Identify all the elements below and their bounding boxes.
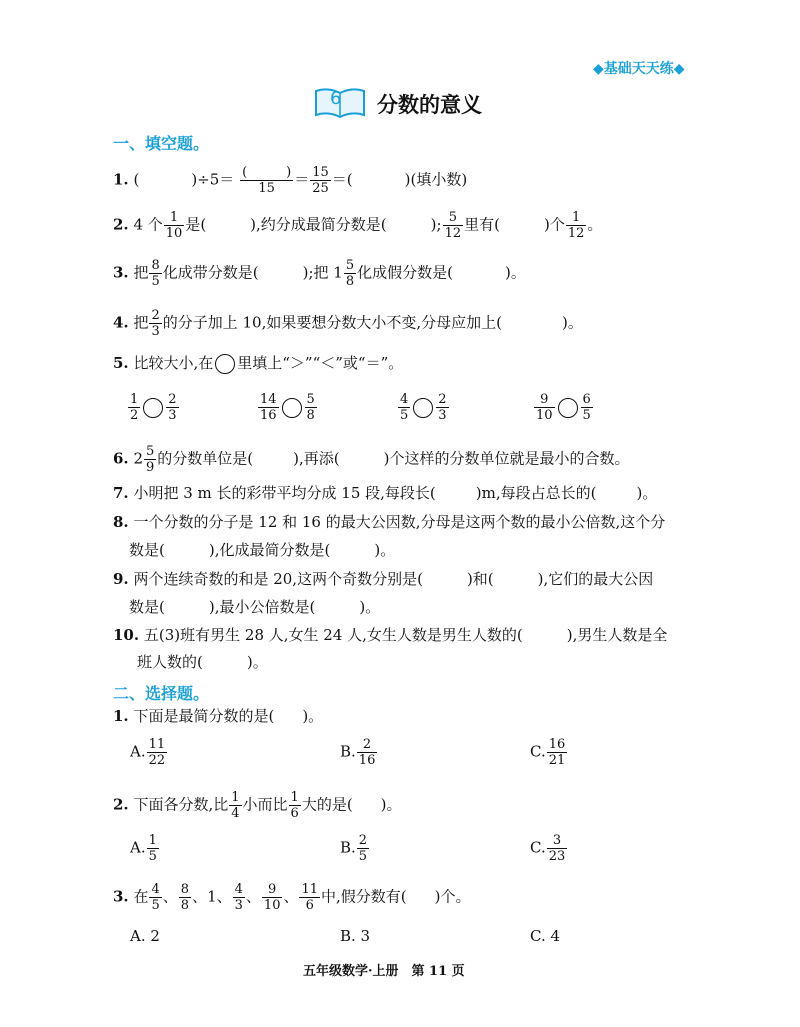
practice-tag: ◆基础天天练◆ — [593, 61, 685, 77]
question-6: 6. 2 $\frac{5}{9}$ 的分数单位是( ),再添( )个这样的分数单位就是最小的合数。 — [113, 444, 630, 475]
question-9-line-2: 数是( ),最小公倍数是( )。 — [129, 598, 381, 616]
option-c[interactable]: C. 4 — [530, 927, 561, 945]
compare-pair: $\frac{14}{16}$ $\frac{5}{8}$ — [260, 392, 315, 423]
section-fill-blank-heading: 一、填空题。 — [113, 134, 210, 153]
fraction: $\frac{2}{3}$ — [151, 308, 160, 339]
compare-pair: $\frac{4}{5}$ $\frac{2}{3}$ — [400, 392, 447, 423]
lesson-number: 6 — [330, 88, 342, 109]
compare-pair: $\frac{9}{10}$ $\frac{6}{5}$ — [536, 392, 591, 423]
option-c[interactable]: C. $\frac{3}{23}$ — [530, 833, 566, 864]
question-10-line-2: 班人数的( )。 — [137, 653, 268, 671]
question-1: 1. ( )÷5＝ ( ) 15 ＝ $\frac{15}{25}$ ＝( )(填小数) — [113, 165, 468, 196]
choice-question-3: 3. 在 $\frac{4}{5}$ 、 $\frac{8}{8}$ 、1、 $\frac{4}{3}$ 、 $\frac{9}{10}$ 、 $\frac{11}{6}$ 中,假分数有( )个。 — [113, 882, 471, 913]
question-2: 2. 4 个 $\frac{1}{10}$ 是( ),约分成最简分数是( ); $\frac{5}{12}$ 里有( )个 $\frac{1}{12}$ 。 — [113, 210, 603, 241]
question-number: 1. — [113, 170, 129, 189]
fraction: $\frac{1}{10}$ — [165, 210, 183, 241]
option-c[interactable]: C. $\frac{16}{21}$ — [530, 737, 566, 768]
page-footer: 五年级数学·上册 第 11 页 — [303, 964, 465, 979]
question-3: 3. 把 $\frac{8}{5}$ 化成带分数是( );把 1 $\frac{5}{8}$ 化成假分数是( )。 — [113, 258, 526, 289]
fraction: $\frac{5}{9}$ — [146, 444, 155, 475]
fraction: $\frac{15}{25}$ — [312, 165, 329, 196]
fraction: $\frac{5}{8}$ — [345, 258, 355, 289]
option-b[interactable]: B. 3 — [340, 927, 371, 945]
option-a[interactable]: A. $\frac{11}{22}$ — [130, 737, 166, 768]
question-8: 8. 一个分数的分子是 12 和 16 的最大公因数,分母是这两个数的最小公倍数,这个分 — [113, 513, 666, 531]
question-10: 10. 五(3)班有男生 28 人,女生 24 人,女生人数是男生人数的( ),男生人数是全 — [113, 626, 668, 644]
option-b[interactable]: B. $\frac{2}{16}$ — [340, 737, 376, 768]
option-a[interactable]: A. 2 — [130, 927, 160, 945]
question-9: 9. 两个连续奇数的和是 20,这两个奇数分别是( )和( ),它们的最大公因 — [113, 570, 654, 588]
answer-circle[interactable] — [143, 398, 163, 418]
answer-circle[interactable] — [282, 398, 302, 418]
question-8-line-2: 数是( ),化成最简分数是( )。 — [129, 541, 396, 559]
answer-circle[interactable] — [558, 398, 578, 418]
choice-question-1: 1. 下面是最简分数的是( )。 — [113, 707, 324, 725]
answer-circle[interactable] — [413, 398, 433, 418]
question-7: 7. 小明把 3 m 长的彩带平均分成 15 段,每段长( )m,每段占总长的( )。 — [113, 484, 658, 502]
section-choice-heading: 二、选择题。 — [113, 684, 210, 703]
fraction: $\frac{1}{12}$ — [567, 210, 585, 241]
choice-question-2: 2. 下面各分数,比 $\frac{1}{4}$ 小而比 $\frac{1}{6}$ 大的是( )。 — [113, 790, 402, 821]
option-b[interactable]: B. $\frac{2}{5}$ — [340, 833, 368, 864]
page-title: 分数的意义 — [377, 93, 482, 117]
question-5: 5. 比较大小,在 里填上“＞”“＜”或“＝”。 — [113, 354, 404, 372]
fraction: $\frac{5}{12}$ — [444, 210, 462, 241]
compare-pair: $\frac{1}{2}$ $\frac{2}{3}$ — [130, 392, 177, 423]
question-4: 4. 把 $\frac{2}{3}$ 的分子加上 10,如果要想分数大小不变,分母应加上( )。 — [113, 308, 583, 339]
fraction: $\frac{8}{5}$ — [151, 258, 160, 289]
option-a[interactable]: A. $\frac{1}{5}$ — [130, 833, 157, 864]
fraction: ( ) 15 — [242, 165, 292, 196]
compare-circle-icon — [215, 354, 235, 374]
